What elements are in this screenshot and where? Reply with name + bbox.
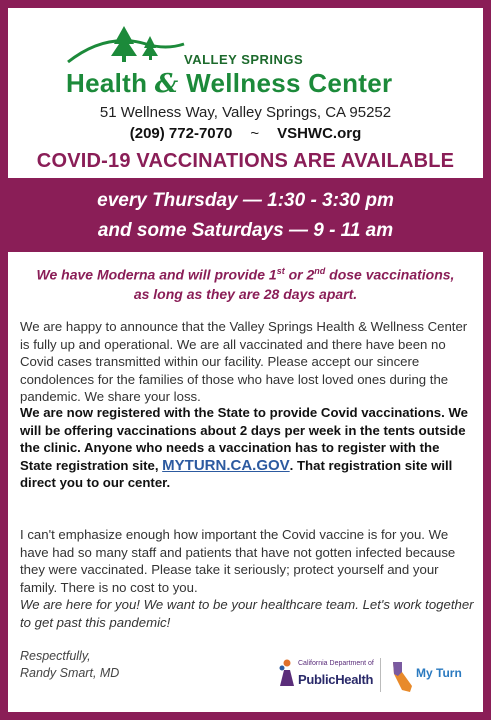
paragraph-intro: We are happy to announce that the Valley Springs Health & Wellness Center is fully up and operational. We are all vaccinated and there have been no Covid cases transmitted within our facility. Please accept our sincere condolences for the families of those who have lost loved ones during the pandemic. We share your loss. <box>20 319 468 405</box>
separator: ~ <box>250 125 260 142</box>
header <box>8 8 483 148</box>
schedule-saturday: and some Saturdays — 9 - 11 am <box>97 220 394 241</box>
paragraph-registration <box>20 404 475 492</box>
paragraph-closing: We are here for you! We want to be your healthcare team. Let's work together to get past this pandemic! <box>20 597 474 630</box>
logo-divider <box>380 658 381 692</box>
address: 51 Wellness Way, Valley Springs, CA 95252 <box>99 104 392 121</box>
signature <box>20 648 119 682</box>
website: VSHWC.org <box>277 125 362 142</box>
moderna-notice <box>18 262 473 304</box>
schedule-thursday: every Thursday — 1:30 - 3:30 pm <box>97 190 394 211</box>
moderna-text-1: We have Moderna and will provide 1 <box>36 266 277 283</box>
cdph-logo <box>278 656 378 696</box>
center-logo <box>66 22 466 112</box>
headline: COVID-19 VACCINATIONS ARE AVAILABLE <box>36 150 455 172</box>
signature-salutation: Respectfully, <box>20 649 91 663</box>
moderna-text-4: as long as they are 28 days apart. <box>133 285 358 302</box>
paragraph-importance: I can't emphasize enough how important the Covid vaccine is for you. We have had so many staff and patients that have not gotten infected because they were vaccinated. Please take it seriously; protect yourself and your family. There is no cost to you. <box>20 527 456 595</box>
center-name <box>66 68 436 99</box>
name-part-2: Wellness Center <box>178 68 393 98</box>
moderna-sup-2: nd <box>314 266 326 276</box>
cdph-name: PublicHealth <box>298 672 374 687</box>
myturn-label: My Turn <box>416 666 462 680</box>
myturn-logo <box>390 660 470 696</box>
cdph-dept-label: California Department of <box>298 660 374 667</box>
schedule-band <box>0 178 491 252</box>
signature-name: Randy Smart, MD <box>20 666 120 680</box>
pine-trees-icon <box>66 22 186 70</box>
moderna-text-3: dose vaccinations, <box>325 266 455 283</box>
ampersand: & <box>154 69 179 99</box>
phone-number: (209) 772-7070 <box>129 125 233 142</box>
people-icon <box>278 658 296 688</box>
flyer <box>8 8 483 712</box>
contact-line <box>8 125 483 142</box>
moderna-sup-1: st <box>276 266 285 276</box>
valley-springs-label: VALLEY SPRINGS <box>184 52 304 67</box>
myturn-link[interactable]: MYTURN.CA.GOV <box>162 456 290 474</box>
registration-text-1: We are now registered with the State to provide Covid vaccinations. We will be offering vaccinations about 2 days per week in the tents outside the clinic. Anyone who needs a vaccination has to register with the State registration site, <box>20 405 468 473</box>
california-map-icon <box>390 660 414 694</box>
registration-text-2: . That registration site will direct you to our center. <box>20 457 453 491</box>
name-part-1: Health <box>66 68 155 98</box>
moderna-text-2: or 2 <box>284 266 315 283</box>
